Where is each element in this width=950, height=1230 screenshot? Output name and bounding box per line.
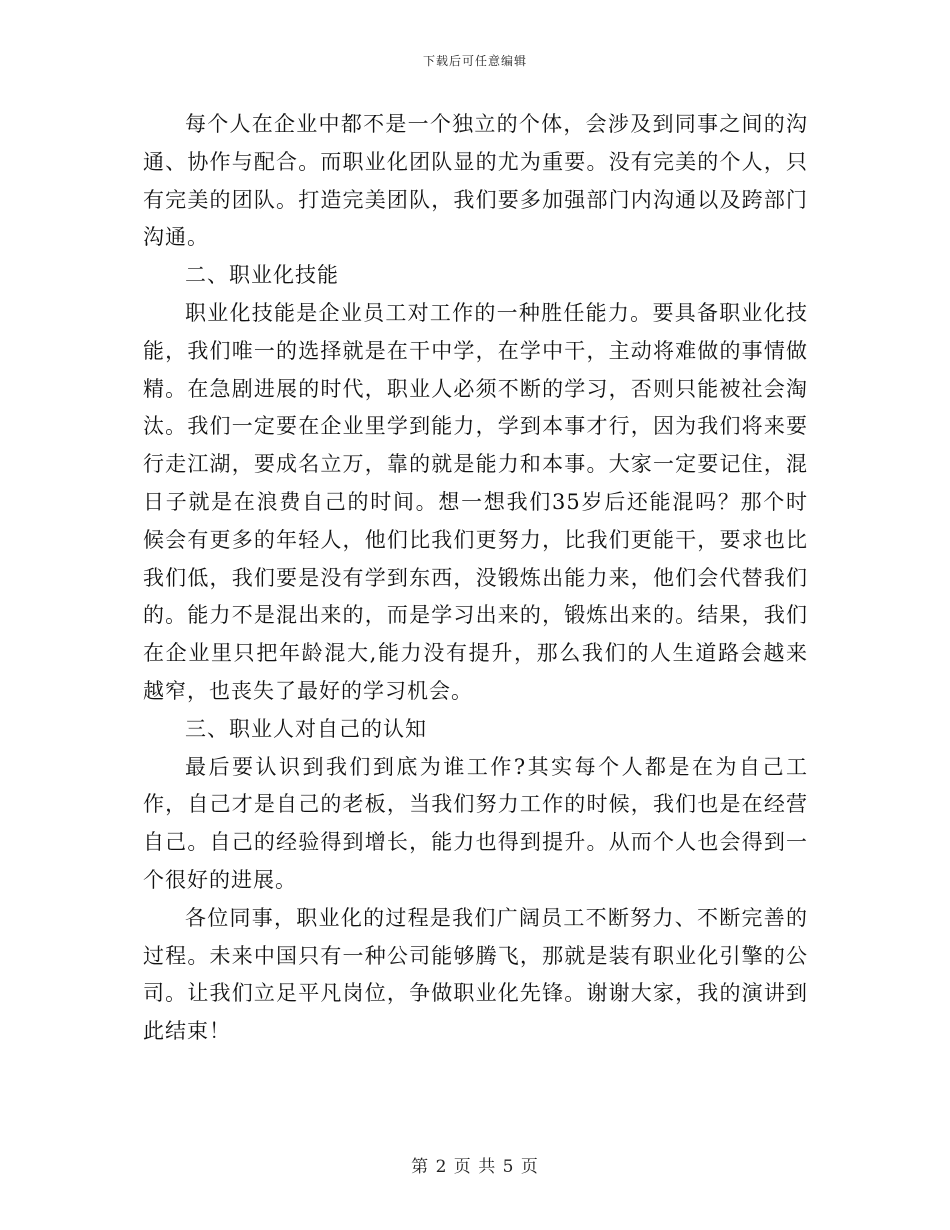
paragraph-self-awareness: 最后要认识到我们到底为谁工作?其实每个人都是在为自己工作，自己才是自己的老板，当我们努力工作的时候，我们也是在经营自己。自己的经验得到增长，能力也得到提升。从而个人也会得到一个很好的进展。 [143,754,808,892]
paragraph-skills: 职业化技能是企业员工对工作的一种胜任能力。要具备职业化技能，我们唯一的选择就是在干中学，在学中干，主动将难做的事情做精。在急剧进展的时代，职业人必须不断的学习，否则只能被社会淘汰。我们一定要在企业里学到能力，学到本事才行，因为我们将来要行走江湖，要成名立万，靠的就是能力和本事。大家一定要记住，混日子就是在浪费自己的时间。想一想我们35岁后还能混吗？那个时候会有更多的年轻人，他们比我们更努力，比我们更能干，要求也比我们低，我们要是没有学到东西，没锻炼出能力来，他们会代替我们的。能力不是混出来的，而是学习出来的，锻炼出来的。结果，我们在企业里只把年龄混大,能力没有提升，那么我们的人生道路会越来越窄，也丧失了最好的学习机会。 [143,300,808,703]
section-heading-self-awareness: 三、职业人对自己的认知 [185,716,427,741]
paragraph-teamwork: 每个人在企业中都不是一个独立的个体，会涉及到同事之间的沟通、协作与配合。而职业化团队显的尤为重要。没有完美的个人，只有完美的团队。打造完美团队，我们要多加强部门内沟通以及跨部门沟通。 [143,112,808,250]
page-number: 第 2 页 共 5 页 [411,1157,539,1177]
document-body [143,106,808,1051]
section-heading-skills: 二、职业化技能 [185,263,339,288]
header-note: 下载后可任意编辑 [422,54,527,68]
paragraph-closing: 各位同事，职业化的过程是我们广阔员工不断努力、不断完善的过程。未来中国只有一种公司能够腾飞，那就是装有职业化引擎的公司。让我们立足平凡岗位，争做职业化先锋。谢谢大家，我的演讲到此结束！ [143,905,808,1044]
